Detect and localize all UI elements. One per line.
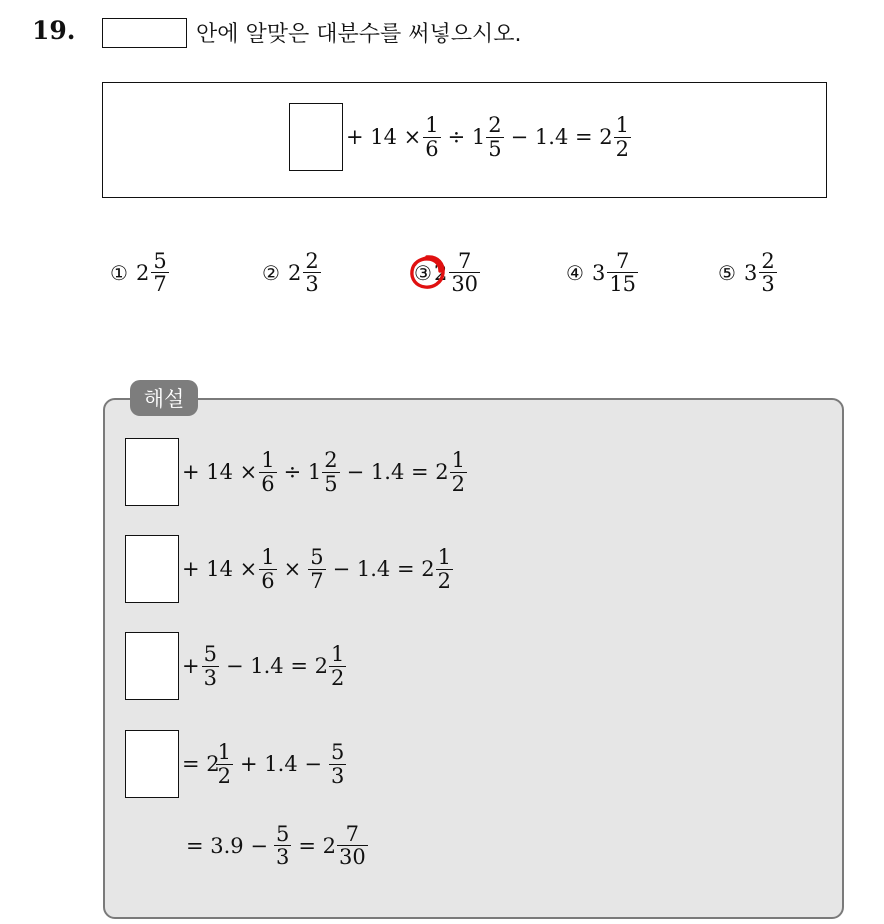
fraction-numerator: 5 [275,822,290,846]
option-marker [414,261,432,285]
explanation-step-1 [125,438,469,506]
explanation-step-3 [125,632,348,700]
step-fraction [450,449,467,494]
fraction-denominator: 3 [761,272,775,297]
option-whole: 2 [135,260,150,285]
step-text: ÷ 1 [283,460,322,484]
equation-plus: + 14 × [346,125,422,149]
fraction-denominator: 3 [305,272,319,297]
equation-blank [289,103,343,171]
step-fraction [436,546,453,591]
explanation-step-4 [125,730,348,798]
fraction-numerator: 1 [261,448,275,473]
step-fraction [337,823,368,868]
option-marker: ② [262,260,280,285]
explanation-step-5 [186,823,370,868]
step-text: − 1.4 = 2 [346,460,449,484]
option-4[interactable] [566,250,640,295]
equation-fraction-3 [614,114,631,159]
option-marker-text: ③ [414,260,432,285]
equation [289,103,633,171]
equation-fraction-1 [423,114,440,159]
question-number: 19. [32,16,76,45]
option-marker: ④ [566,260,584,285]
step-text: = 2 [182,752,220,776]
step-text: = 3.9 − [186,833,268,858]
fraction-denominator: 7 [310,568,324,593]
equation-box [102,82,827,198]
step-blank [125,730,179,798]
step-fraction [216,741,233,786]
step-text: + [182,654,200,678]
fraction-numerator: 1 [437,545,451,570]
step-text: − 1.4 = 2 [332,557,435,581]
equation-divide: ÷ 1 [447,125,486,149]
answer-blank [102,18,187,48]
fraction-numerator: 1 [261,545,275,570]
step-fraction [322,449,339,494]
fraction-numerator: 7 [457,249,472,273]
option-whole: 3 [743,260,758,285]
step-blank [125,632,179,700]
fraction-numerator: 2 [324,448,338,473]
fraction-numerator: 5 [153,249,167,273]
fraction-numerator: 1 [615,113,630,138]
step-fraction [259,546,276,591]
equation-minus: − 1.4 = 2 [510,125,613,149]
option-fraction [303,250,320,295]
option-3[interactable] [414,250,482,295]
fraction-numerator: 5 [203,642,217,667]
fraction-denominator: 2 [437,568,451,593]
equation-fraction-2 [486,114,503,159]
step-fraction [329,741,346,786]
option-whole: 2 [287,260,302,285]
fraction-denominator: 7 [153,272,167,297]
step-text: = 2 [298,833,336,858]
fraction-denominator: 3 [203,665,217,690]
selected-circle-icon [407,253,447,291]
fraction-denominator: 3 [330,763,345,788]
option-fraction [607,250,638,295]
fraction-numerator: 7 [615,249,630,273]
fraction-denominator: 2 [330,665,345,690]
step-blank [125,438,179,506]
option-whole: 2 [433,260,448,285]
fraction-denominator: 6 [425,136,439,161]
option-whole: 3 [591,260,606,285]
fraction-denominator: 5 [488,136,502,161]
fraction-numerator: 2 [761,249,775,273]
option-2[interactable] [262,250,323,295]
fraction-denominator: 15 [609,272,637,297]
step-fraction [274,823,291,868]
fraction-denominator: 2 [451,471,466,496]
fraction-denominator: 5 [324,471,338,496]
fraction-denominator: 2 [615,136,630,161]
fraction-denominator: 2 [217,763,232,788]
fraction-numerator: 1 [451,448,466,473]
fraction-denominator: 6 [261,568,275,593]
explanation-step-2 [125,535,455,603]
step-blank [125,535,179,603]
fraction-numerator: 1 [425,113,439,138]
step-fraction [259,449,276,494]
explanation-label: 해설 [130,380,198,416]
question-prompt: 안에 알맞은 대분수를 써넣으시오. [196,22,522,47]
fraction-numerator: 5 [310,545,324,570]
fraction-numerator: 7 [345,822,360,846]
step-text: + 1.4 − [240,752,322,776]
fraction-denominator: 30 [338,845,366,870]
fraction-numerator: 1 [330,642,345,667]
fraction-denominator: 30 [451,272,479,297]
fraction-numerator: 5 [330,740,345,765]
step-fraction [329,643,346,688]
option-1[interactable] [110,250,171,295]
option-5[interactable] [718,250,779,295]
option-fraction [151,250,168,295]
fraction-numerator: 2 [488,113,502,138]
option-marker: ⑤ [718,260,736,285]
fraction-denominator: 6 [261,471,275,496]
step-text: − 1.4 = 2 [225,654,328,678]
fraction-numerator: 2 [305,249,319,273]
step-text: + 14 × [182,557,258,581]
step-text: + 14 × [182,460,258,484]
fraction-numerator: 1 [217,740,232,765]
option-marker: ① [110,260,128,285]
option-fraction [759,250,776,295]
step-text: × [283,557,302,581]
step-fraction [202,643,219,688]
option-fraction [449,250,480,295]
fraction-denominator: 3 [275,845,290,870]
step-fraction [308,546,325,591]
